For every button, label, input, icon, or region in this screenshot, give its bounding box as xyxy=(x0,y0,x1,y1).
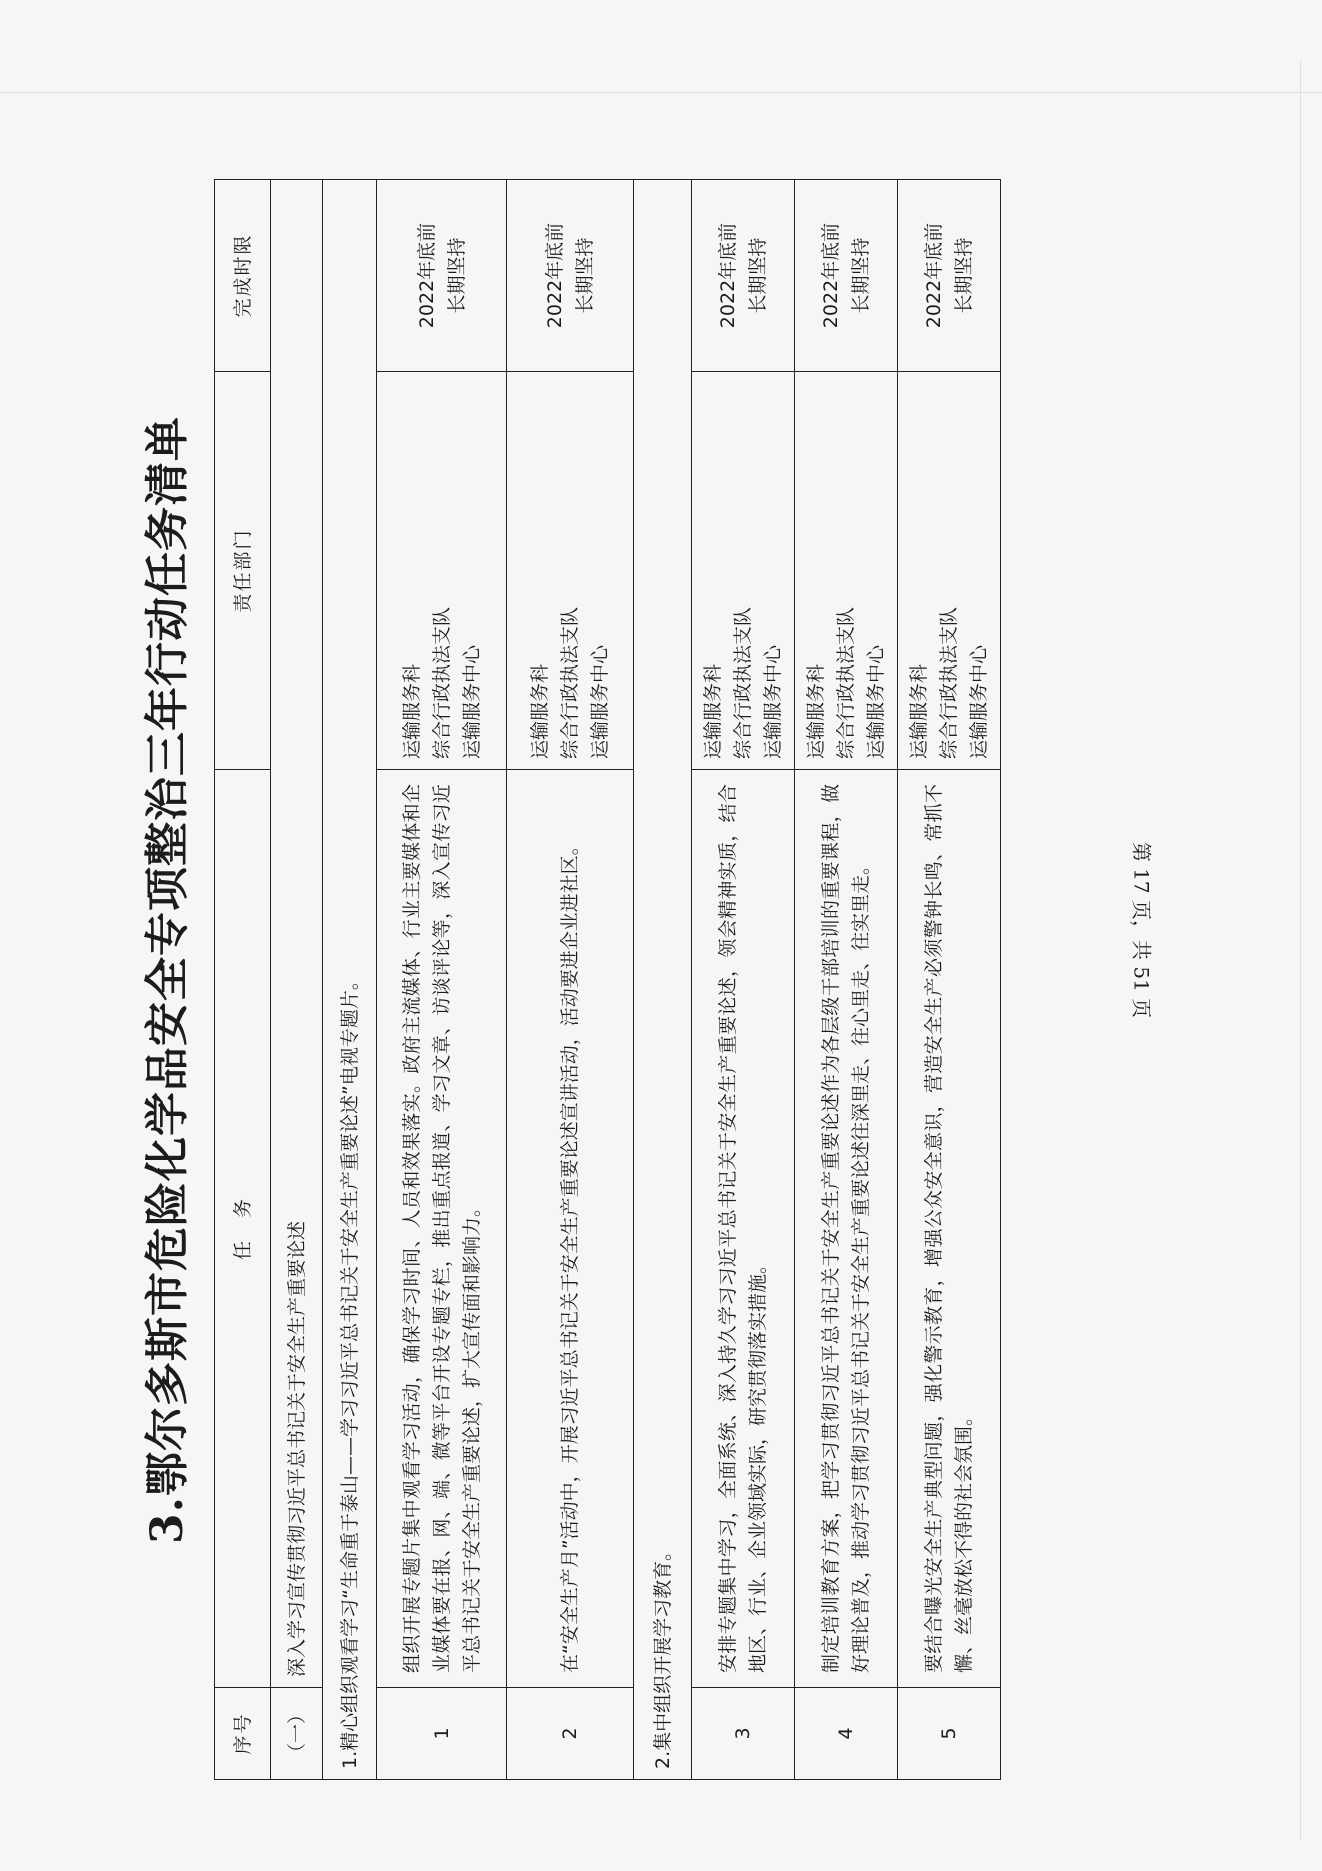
group-row-2 xyxy=(634,180,692,1780)
header-index: 序号 xyxy=(215,1688,271,1780)
group-1-text: 1.精心组织观看学习“生命重于泰山——学习习近平总书记关于安全生产重要论述”电视专题片。 xyxy=(323,180,377,1780)
row-task: 制定培训教育方案，把学习贯彻习近平总书记关于安全生产重要论述作为各层级干部培训的重要课程，做好理论普及，推动学习贯彻习近平总书记关于安全生产重要论述往深里走、往心里走、往实里走。 xyxy=(795,770,898,1688)
page-number: 第 17 页，共 51 页 xyxy=(1129,841,1154,1019)
deadline-line: 长期坚持 xyxy=(445,237,468,314)
header-task: 任 务 xyxy=(215,770,271,1688)
dept-line: 综合行政执法支队 xyxy=(835,606,857,759)
deadline-line: 长期坚持 xyxy=(574,237,596,314)
dept-line: 运输服务科 xyxy=(805,663,827,759)
deadline-line: 2022年底前 xyxy=(820,222,842,329)
dept-line: 运输服务科 xyxy=(702,663,724,759)
row-dept xyxy=(898,372,1001,770)
deadline-line: 2022年底前 xyxy=(717,222,739,329)
page-title: 3.鄂尔多斯市危险化学品安全专项整治三年行动任务清单 xyxy=(142,416,193,1544)
row-dept xyxy=(795,372,898,770)
dept-line: 综合行政执法支队 xyxy=(559,606,581,759)
dept-line: 运输服务中心 xyxy=(968,644,990,759)
table-row xyxy=(692,180,795,1780)
row-dept xyxy=(507,372,634,770)
section-index: （一） xyxy=(271,1688,323,1780)
section-row xyxy=(271,180,323,1780)
row-index: 4 xyxy=(795,1688,898,1780)
row-task: 要结合曝光安全生产典型问题，强化警示教育，增强公众安全意识，营造安全生产必须警钟长鸣、常抓不懈、丝毫放松不得的社会氛围。 xyxy=(898,770,1001,1688)
deadline-line: 2022年底前 xyxy=(544,222,566,329)
dept-line: 综合行政执法支队 xyxy=(732,606,754,759)
row-deadline xyxy=(898,180,1001,372)
row-task: 组织开展专题片集中观看学习活动，确保学习时间、人员和效果落实。政府主流媒体、行业主要媒体和企业媒体要在报、网、端、微等平台开设专题专栏，推出重点报道、学习文章、访谈评论等，深入宣传习近平总书记关于安全生产重要论述，扩大宣传面和影响力。 xyxy=(377,770,507,1688)
deadline-line: 长期坚持 xyxy=(953,237,975,314)
deadline-line: 2022年底前 xyxy=(923,222,945,329)
dept-line: 运输服务科 xyxy=(400,663,423,759)
dept-line: 综合行政执法支队 xyxy=(430,606,453,759)
table-row xyxy=(507,180,634,1780)
rotated-page xyxy=(122,180,1097,1780)
header-dept: 责任部门 xyxy=(215,372,271,770)
row-deadline xyxy=(692,180,795,372)
header-deadline: 完成时限 xyxy=(215,180,271,372)
group-row-1 xyxy=(323,180,377,1780)
dept-line: 运输服务科 xyxy=(908,663,930,759)
row-deadline xyxy=(795,180,898,372)
dept-line: 运输服务中心 xyxy=(865,644,887,759)
row-dept xyxy=(377,372,507,770)
dept-line: 运输服务中心 xyxy=(762,644,784,759)
deadline-line: 长期坚持 xyxy=(747,237,769,314)
table-row xyxy=(377,180,507,1780)
row-index: 1 xyxy=(377,1688,507,1780)
table-row xyxy=(795,180,898,1780)
dept-line: 运输服务中心 xyxy=(589,644,611,759)
dept-line: 运输服务科 xyxy=(529,663,551,759)
row-dept xyxy=(692,372,795,770)
row-task: 安排专题集中学习，全面系统、深入持久学习习近平总书记关于安全生产重要论述，领会精神实质，结合地区、行业、企业领域实际，研究贯彻落实措施。 xyxy=(692,770,795,1688)
task-table xyxy=(214,179,1001,1780)
scan-edge-line-right xyxy=(1300,60,1301,1840)
deadline-line: 2022年底前 xyxy=(415,222,438,329)
header-row xyxy=(215,180,271,1780)
dept-line: 综合行政执法支队 xyxy=(938,606,960,759)
group-2-text: 2.集中组织开展学习教育。 xyxy=(634,180,692,1780)
row-index: 2 xyxy=(507,1688,634,1780)
deadline-line: 长期坚持 xyxy=(850,237,872,314)
table-row xyxy=(898,180,1001,1780)
dept-line: 运输服务中心 xyxy=(460,644,483,759)
row-deadline xyxy=(377,180,507,372)
section-text: 深入学习宣传贯彻习近平总书记关于安全生产重要论述 xyxy=(271,180,323,1688)
scan-edge-line xyxy=(0,92,1322,93)
row-index: 5 xyxy=(898,1688,1001,1780)
row-task: 在“安全生产月”活动中，开展习近平总书记关于安全生产重要论述宣讲活动，活动要进企业进社区。 xyxy=(507,770,634,1688)
row-index: 3 xyxy=(692,1688,795,1780)
row-deadline xyxy=(507,180,634,372)
